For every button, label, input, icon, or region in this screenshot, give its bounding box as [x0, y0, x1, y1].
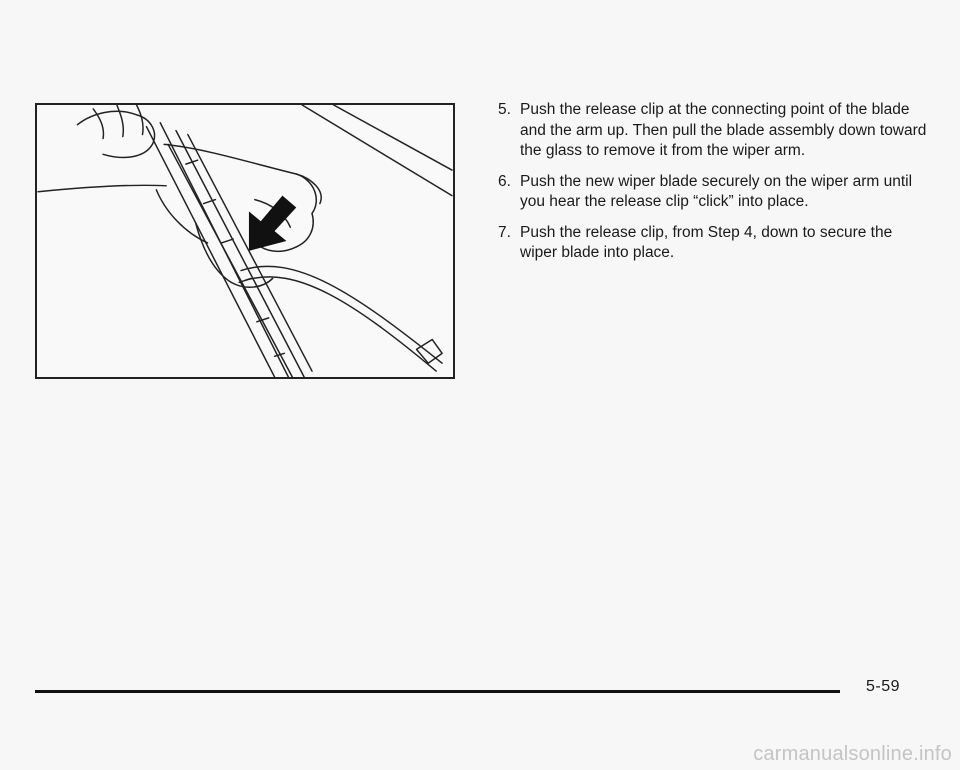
- step-5: [498, 100, 928, 162]
- illustration-drawing: [37, 105, 453, 377]
- wiper-blade-illustration: [35, 103, 455, 379]
- watermark-link[interactable]: carmanualsonline.info: [753, 743, 952, 765]
- step-text: Push the release clip at the connecting point of the blade and the arm up. Then pull the blade assembly down toward the glass to remove it from the wiper arm.: [520, 101, 927, 159]
- instruction-steps: [498, 100, 928, 274]
- footer-rule: [35, 690, 840, 693]
- step-text: Push the new wiper blade securely on the wiper arm until you hear the release clip “click” into place.: [520, 172, 913, 210]
- step-7: [498, 223, 928, 264]
- step-text: Push the release clip, from Step 4, down to secure the wiper blade into place.: [520, 223, 893, 261]
- step-6: [498, 172, 928, 213]
- step-number: 7.: [498, 223, 511, 241]
- step-number: 5.: [498, 101, 511, 118]
- step-number: 6.: [498, 172, 511, 190]
- page-number: 5-59: [866, 678, 901, 695]
